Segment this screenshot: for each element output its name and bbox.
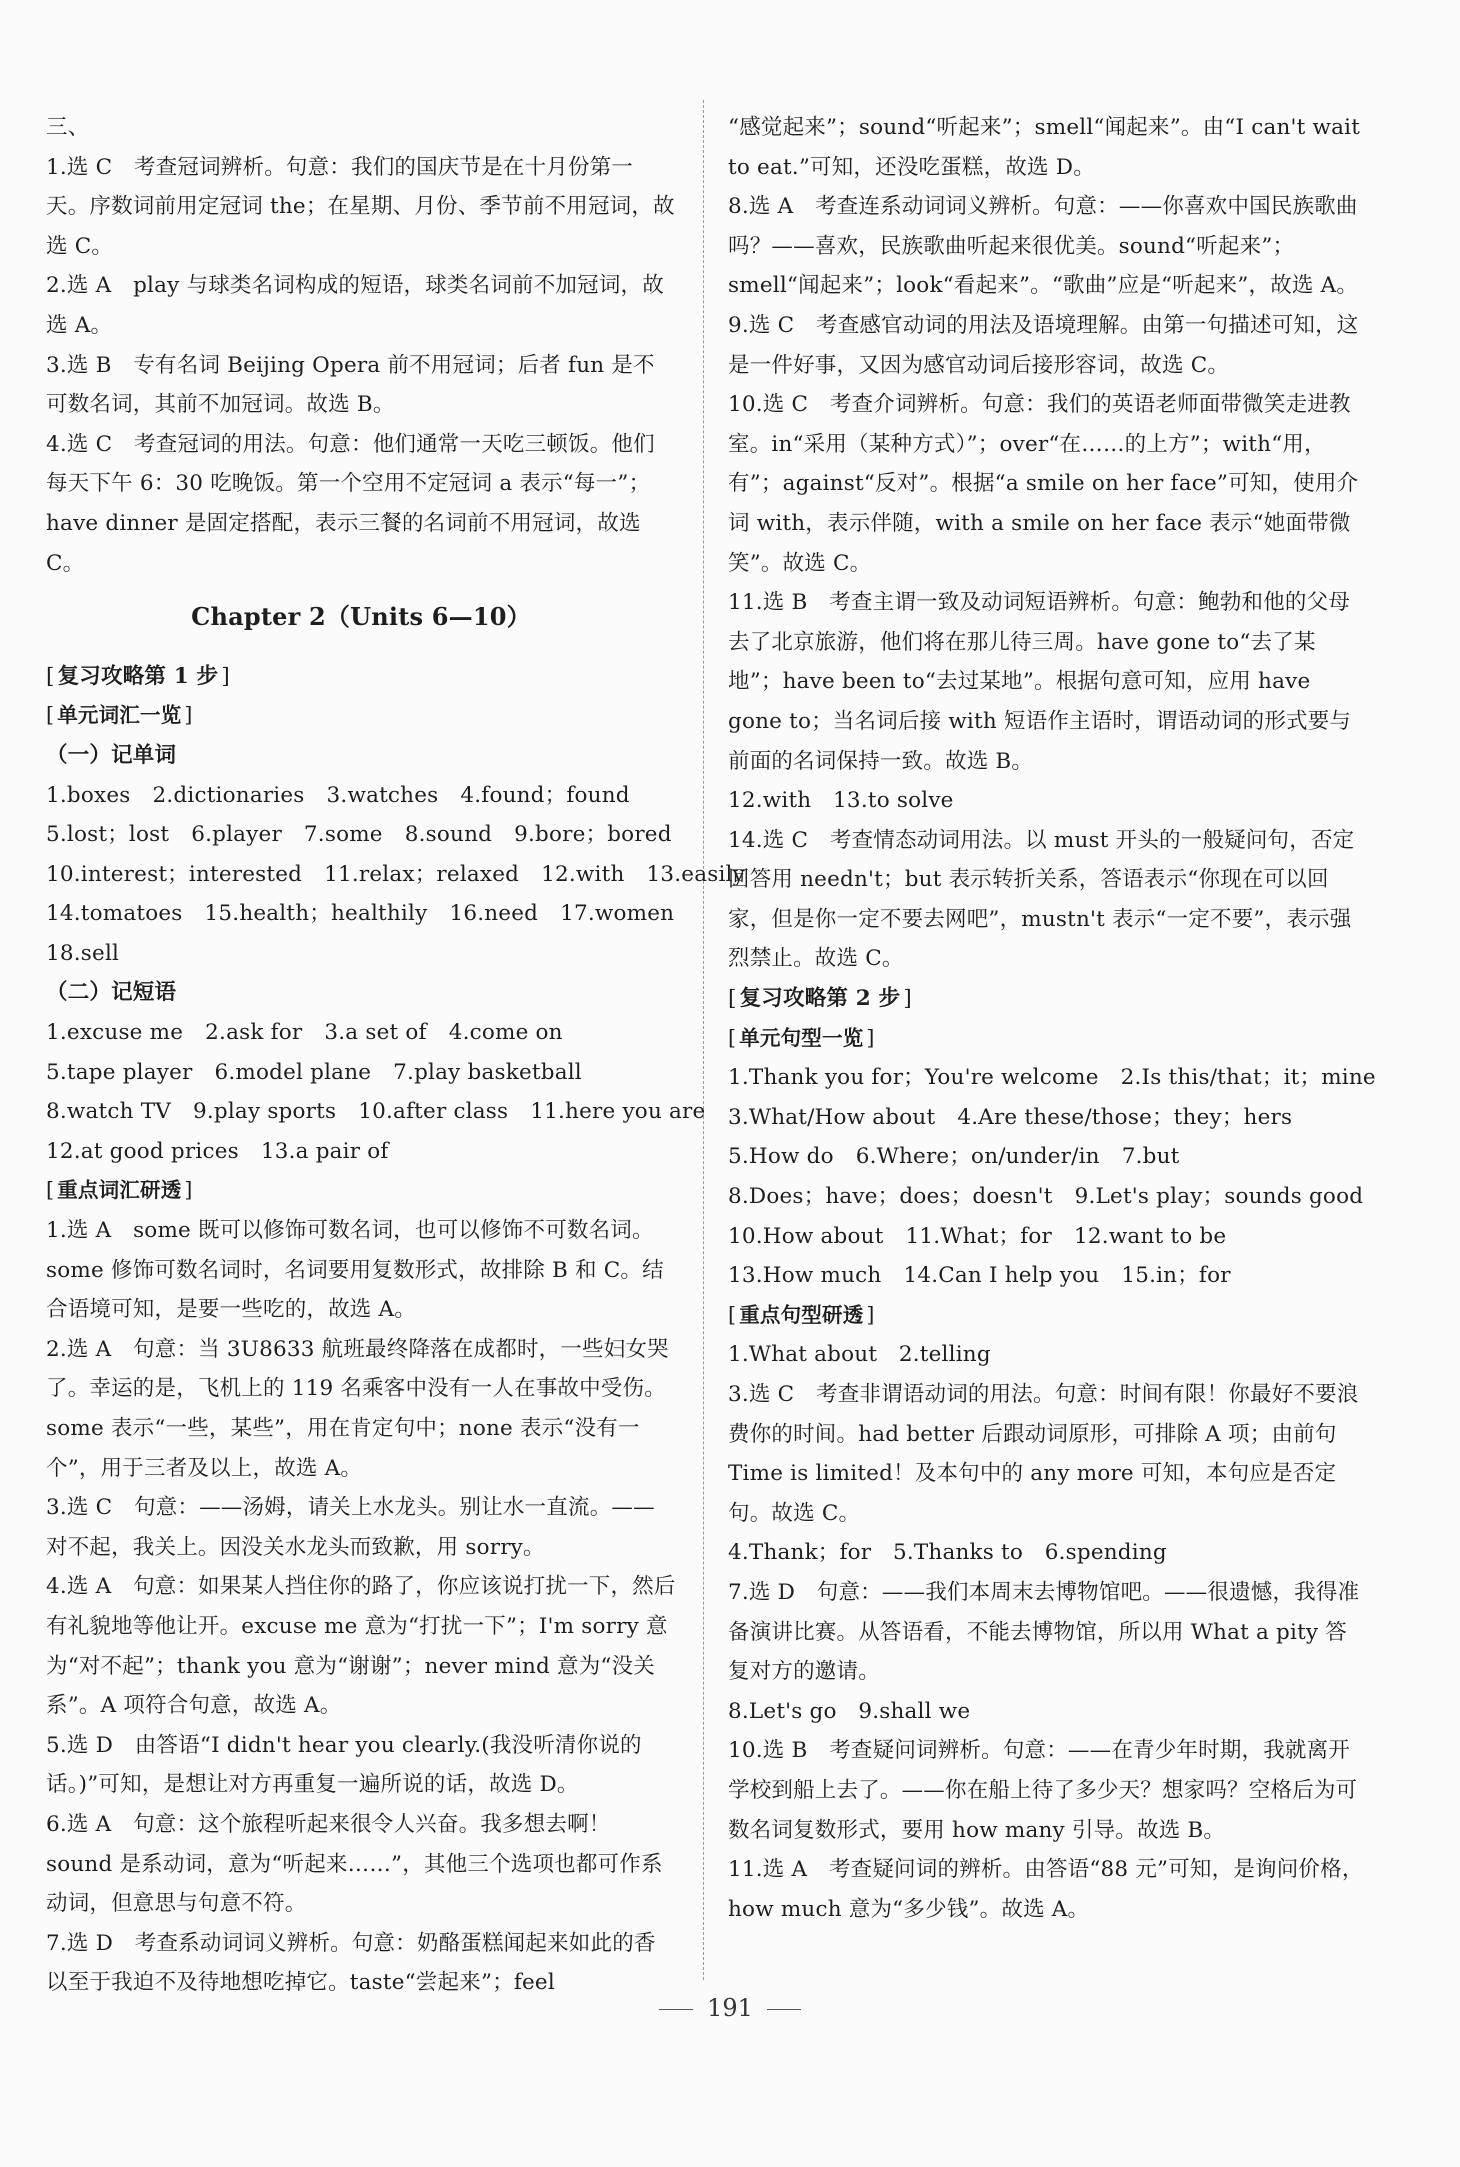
words-row [46, 934, 676, 974]
word-item: 18.sell [46, 940, 120, 966]
phrase-item: 7.play basketball [393, 1059, 582, 1085]
answer-item: 1.选 A some 既可以修饰可数名词，也可以修饰不可数名词。some 修饰可数名词时，名词要用复数形式，故排除 B 和 C。结合语境可知，是要一些吃的，故选 A。 [46, 1218, 664, 1323]
words-row [46, 815, 676, 855]
word-item: 15.health；healthily [204, 901, 428, 927]
footer-dash-left [659, 2009, 693, 2010]
answer-item: 9.选 C 考查感官动词的用法及语境理解。由第一句描述可知，这是一件好事，又因为感官动词后接形容词，故选 C。 [728, 312, 1359, 378]
sentence-row [728, 1098, 1368, 1138]
right-column [728, 108, 1376, 1929]
phrase-item: 6.model plane [214, 1059, 372, 1085]
sentence-item: 11.What；for [905, 1223, 1053, 1249]
words-header: （一）记单词 [46, 742, 177, 768]
vocab-header: [ 单元词汇一览 ] [46, 696, 676, 736]
words-row [46, 855, 745, 895]
answer-item: 10.选 B 考查疑问词辨析。句意：——在青少年时期，我就离开学校到船上去了。——你在船上待了多少天？想家吗？空格后为可数名词复数形式，要用 how many 引导。故选 B。 [728, 1738, 1358, 1843]
phrase-item: 3.a set of [324, 1020, 427, 1046]
words-row [46, 894, 676, 934]
phrases-row [46, 1013, 676, 1053]
phrase-item: 4.come on [448, 1020, 563, 1046]
word-item: 11.relax；relaxed [324, 861, 520, 887]
sentence-item: 13.How much [728, 1263, 882, 1289]
answer-item: 11.选 B 考查主谓一致及动词短语辨析。句意：鲍勃和他的父母去了北京旅游，他们将在那儿待三周。have gone to“去了某地”；have been to“去过某地”。根据句意可知，应用 have gone to；当名词后接 with 短语作主语时，谓语动词的形式要与前面的名词保持一致。故选 B。 [728, 590, 1352, 774]
sentence-item: 14.Can I help you [903, 1263, 1100, 1289]
word-item: 8.sound [404, 822, 493, 848]
phrases-row [46, 1053, 676, 1093]
phrase-item: 8.watch TV [46, 1099, 171, 1125]
word-item: 10.interest；interested [46, 861, 303, 887]
word-item: 13.easily [646, 861, 745, 887]
word-item: 6.player [191, 822, 282, 848]
phrase-item: 9.play sports [192, 1099, 337, 1125]
word-item: 9.bore；bored [514, 822, 672, 848]
sentence-header: [ 单元句型一览 ] [728, 1019, 1368, 1059]
word-item: 7.some [303, 822, 383, 848]
answer-item: 4.Thank；for 5.Thanks to 6.spending [728, 1540, 1167, 1566]
sentence-item: 15.in；for [1121, 1263, 1231, 1289]
word-item: 3.watches [326, 782, 439, 808]
sentence-row [728, 1058, 1376, 1098]
answer-item: 8.选 A 考查连系动词词义辨析。句意：——你喜欢中国民族歌曲吗？——喜欢，民族歌曲听起来很优美。sound“听起来”；smell“闻起来”；look“看起来”。“歌曲”应是“听起来”，故选 A。 [728, 194, 1359, 299]
word-item: 2.dictionaries [152, 782, 305, 808]
answer-item: 3.选 B 专有名词 Beijing Opera 前不用冠词；后者 fun 是不可数名词，其前不加冠词。故选 B。 [46, 352, 655, 418]
sentence-item: 9.Let's play；sounds good [1074, 1184, 1364, 1210]
phrase-item: 2.ask for [205, 1020, 303, 1046]
sentence-item: 10.How about [728, 1223, 884, 1249]
phrase-item: 10.after class [358, 1099, 509, 1125]
key-sentence-header: [ 重点句型研透 ] [728, 1296, 1368, 1336]
answer-item: 7.选 D 句意：——我们本周末去博物馆吧。——很遗憾，我得准备演讲比赛。从答语看，不能去博物馆，所以用 What a pity 答复对方的邀请。 [728, 1579, 1360, 1685]
answer-item: 4.选 A 句意：如果某人挡住你的路了，你应该说打扰一下，然后有礼貌地等他让开。excuse me 意为“打扰一下”；I'm sorry 意为“对不起”；thank you 意为“谢谢”；never mind 意为“没关系”。A 项符合句意，故选 A。 [46, 1574, 676, 1719]
words-row [46, 776, 676, 816]
sentence-row [728, 1137, 1368, 1177]
answer-item: 2.选 A 句意：当 3U8633 航班最终降落在成都时，一些妇女哭了。幸运的是，飞机上的 119 名乘客中没有一人在事故中受伤。some 表示“一些，某些”，用在肯定句中；none 表示“没有一个”，用于三者及以上，故选 A。 [46, 1336, 669, 1481]
answer-item: 12.with 13.to solve [728, 788, 954, 814]
answer-item: 2.选 A play 与球类名词构成的短语，球类名词前不加冠词，故选 A。 [46, 273, 664, 338]
word-item: 4.found；found [460, 782, 630, 808]
sentence-item: 1.Thank you for；You're welcome [728, 1065, 1099, 1091]
step2-header: [ 复习攻略第 2 步 ] [728, 979, 1368, 1019]
sentence-item: 6.Where；on/under/in [855, 1144, 1100, 1170]
answer-item: 7.选 D 考查系动词词义辨析。句意：奶酪蛋糕闻起来如此的香以至于我迫不及待地想吃掉它。taste“尝起来”；feel [46, 1930, 656, 1996]
sentence-item: 5.How do [728, 1144, 834, 1170]
sentence-row [728, 1177, 1368, 1217]
sentence-item: 12.want to be [1074, 1223, 1227, 1249]
answer-item: 1.选 C 考查冠词辨析。句意：我们的国庆节是在十月份第一天。序数词前用定冠词 the；在星期、月份、季节前不用冠词，故选 C。 [46, 154, 675, 259]
sentence-row [728, 1256, 1368, 1296]
word-item: 17.women [560, 901, 675, 927]
phrase-item: 13.a pair of [260, 1138, 389, 1164]
answer-item: 10.选 C 考查介词辨析。句意：我们的英语老师面带微笑走进教室。in“采用（某种方式）”；over“在……的上方”；with“用，有”；against“反对”。根据“a smile on her face”可知，使用介词 with，表示伴随，with a smile on her face 表示“她面带微笑”。故选 C。 [728, 392, 1359, 576]
chapter-title: Chapter 2（Units 6—10） [191, 602, 531, 632]
page-number: 191 [707, 1994, 753, 2022]
phrases-row [46, 1092, 706, 1132]
sentence-item: 3.What/How about [728, 1104, 936, 1130]
phrase-item: 1.excuse me [46, 1020, 184, 1046]
answer-item: 11.选 A 考查疑问词的辨析。由答语“88 元”可知，是询问价格，how much 意为“多少钱”。故选 A。 [728, 1857, 1364, 1922]
word-item: 12.with [541, 861, 625, 887]
phrase-item: 5.tape player [46, 1059, 193, 1085]
sentence-item: 2.Is this/that；it；mine [1120, 1065, 1376, 1091]
left-column [46, 108, 745, 2003]
section-mark: 三、 [46, 115, 90, 140]
word-item: 14.tomatoes [46, 901, 183, 927]
footer-dash-right [767, 2009, 801, 2010]
phrase-item: 12.at good prices [46, 1138, 239, 1164]
step1-header: [ 复习攻略第 1 步 ] [46, 657, 676, 697]
sentence-item: 8.Does；have；does；doesn't [728, 1184, 1053, 1210]
answer-item: 4.选 C 考查冠词的用法。句意：他们通常一天吃三顿饭。他们每天下午 6：30 吃晚饭。第一个空用不定冠词 a 表示“每一”；have dinner 是固定搭配，表示三餐的名词前不用冠词，故选 C。 [46, 431, 655, 576]
word-item: 1.boxes [46, 782, 131, 808]
sentence-item: 4.Are these/those；they；hers [957, 1104, 1293, 1130]
continued-text: “感觉起来”；sound“听起来”；smell“闻起来”。由“I can't wait to eat.”可知，还没吃蛋糕，故选 D。 [728, 115, 1361, 180]
key-vocab-header: [ 重点词汇研透 ] [46, 1171, 676, 1211]
page-footer [0, 1994, 1460, 2022]
phrases-row [46, 1132, 676, 1172]
answer-item: 1.What about 2.telling [728, 1342, 991, 1368]
answer-item: 8.Let's go 9.shall we [728, 1698, 971, 1724]
answer-item: 5.选 D 由答语“I didn't hear you clearly.(我没听清你说的话。)”可知，是想让对方再重复一遍所说的话，故选 D。 [46, 1732, 642, 1798]
answer-item: 6.选 A 句意：这个旅程听起来很令人兴奋。我多想去啊！sound 是系动词，意为“听起来……”，其他三个选项也都可作系动词，但意思与句意不符。 [46, 1811, 663, 1917]
answer-item: 3.选 C 句意：——汤姆，请关上水龙头。别让水一直流。——对不起，我关上。因没关水龙头而致歉，用 sorry。 [46, 1495, 655, 1560]
sentence-row [728, 1217, 1368, 1257]
word-item: 16.need [449, 901, 539, 927]
word-item: 5.lost；lost [46, 822, 170, 848]
phrases-header: （二）记短语 [46, 980, 177, 1006]
answer-item: 14.选 C 考查情态动词用法。以 must 开头的一般疑问句，否定回答用 needn't；but 表示转折关系，答语表示“你现在可以回家，但是你一定不要去网吧”，mustn't 表示“一定不要”，表示强烈禁止。故选 C。 [728, 827, 1355, 972]
phrase-item: 11.here you are [530, 1099, 706, 1125]
sentence-item: 7.but [1121, 1144, 1180, 1170]
column-divider [703, 100, 704, 1980]
answer-item: 3.选 C 考查非谓语动词的用法。句意：时间有限！你最好不要浪费你的时间。had better 后跟动词原形，可排除 A 项；由前句 Time is limited！及本句中的 any more 可知，本句应是否定句。故选 C。 [728, 1382, 1359, 1526]
